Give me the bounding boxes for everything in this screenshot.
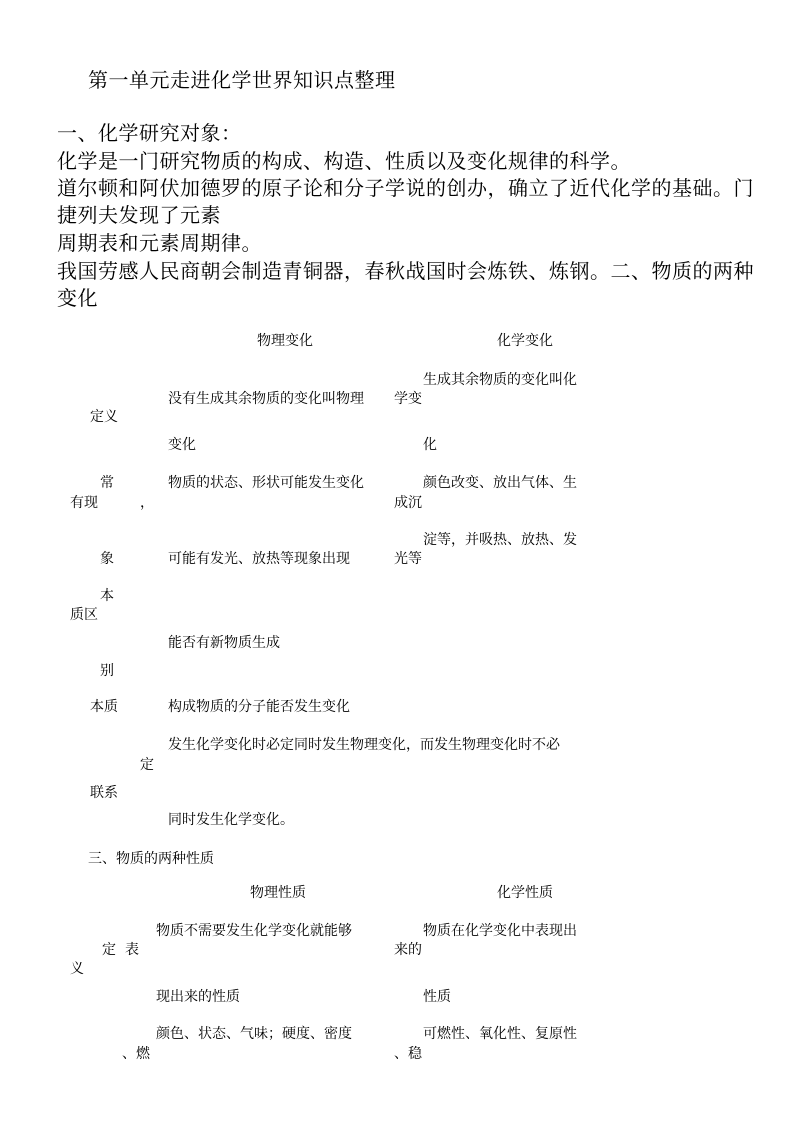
section1-line: 捷列夫发现了元素	[57, 203, 221, 227]
table1-phen-chem: 光等	[394, 551, 422, 567]
table1-header-chemical: 化学变化	[497, 333, 553, 349]
table1-phen-chem: 淀等，并吸热、放热、发	[423, 532, 577, 548]
table1-diff-label: 别	[100, 663, 114, 679]
table1-essence-text: 构成物质的分子能否发生变化	[168, 699, 350, 715]
table2-def-label: 义	[70, 961, 84, 977]
table1-header-physical: 物理变化	[257, 333, 313, 349]
table2-def-label: 定	[102, 942, 116, 958]
table1-def-chem: 生成其余物质的变化叫化	[423, 372, 577, 388]
table1-diff-label: 质区	[70, 607, 98, 623]
table1-relation-text: 发生化学变化时必定同时发生物理变化，而发生物理变化时不必	[168, 737, 560, 753]
table1-phen-label: 有现	[70, 495, 98, 511]
table1-def-phys: 没有生成其余物质的变化叫物理	[168, 391, 364, 407]
section1-line: 化学是一门研究物质的构成、构造、性质以及变化规律的科学。	[57, 149, 631, 173]
table1-def-chem: 化	[423, 437, 437, 453]
table1-diff-label: 本	[100, 588, 114, 604]
table2-def-chem: 性质	[423, 989, 451, 1005]
table2-example-phys: 颜色、状态、气味；硬度、密度	[156, 1026, 352, 1042]
table2-def-label: 表	[125, 942, 139, 958]
section1-heading: 一、化学研究对象：	[57, 121, 242, 145]
table2-header-physical: 物理性质	[250, 885, 306, 901]
table1-phen-phys: 物质的状态、形状可能发生变化	[168, 475, 364, 491]
section1-line: 周期表和元素周期律。	[57, 231, 262, 255]
table2-def-chem: 来的	[394, 942, 422, 958]
table1-phen-label: 常	[100, 475, 114, 491]
table1-relation-label: 联系	[90, 785, 118, 801]
table2-example-chem: 、稳	[394, 1046, 422, 1062]
table1-diff-text: 能否有新物质生成	[168, 635, 280, 651]
table2-header-chemical: 化学性质	[497, 885, 553, 901]
table1-essence-label: 本质	[90, 699, 118, 715]
table2-def-phys: 物质不需要发生化学变化就能够	[156, 923, 352, 939]
table1-phen-phys: 可能有发光、放热等现象出现	[168, 551, 350, 567]
table1-def-phys: 变化	[168, 437, 196, 453]
section1-line: 道尔顿和阿伏加德罗的原子论和分子学说的创办，确立了近代化学的基础。门	[57, 176, 754, 200]
table1-relation-char: 定	[140, 757, 154, 773]
table1-phen-label: 象	[100, 551, 114, 567]
section1-line: 变化	[57, 286, 98, 310]
table1-phen-comma: ，	[140, 495, 154, 511]
table2-def-phys: 现出来的性质	[156, 989, 240, 1005]
table1-relation-text: 同时发生化学变化。	[168, 812, 294, 828]
table1-phen-chem: 成沉	[394, 495, 422, 511]
page-title: 第一单元走进化学世界知识点整理	[88, 68, 396, 92]
table2-def-chem: 物质在化学变化中表现出	[423, 923, 577, 939]
section1-line: 我国劳感人民商朝会制造青铜器，春秋战国时会炼铁、炼钢。二、物质的两种	[57, 259, 754, 283]
section3-heading: 三、物质的两种性质	[88, 851, 214, 867]
table1-phen-chem: 颜色改变、放出气体、生	[423, 475, 577, 491]
table1-def-chem: 学变	[394, 391, 422, 407]
table2-example-phys: 、燃	[122, 1046, 150, 1062]
table2-example-chem: 可燃性、氧化性、复原性	[423, 1026, 577, 1042]
table1-def-label: 定义	[90, 409, 118, 425]
